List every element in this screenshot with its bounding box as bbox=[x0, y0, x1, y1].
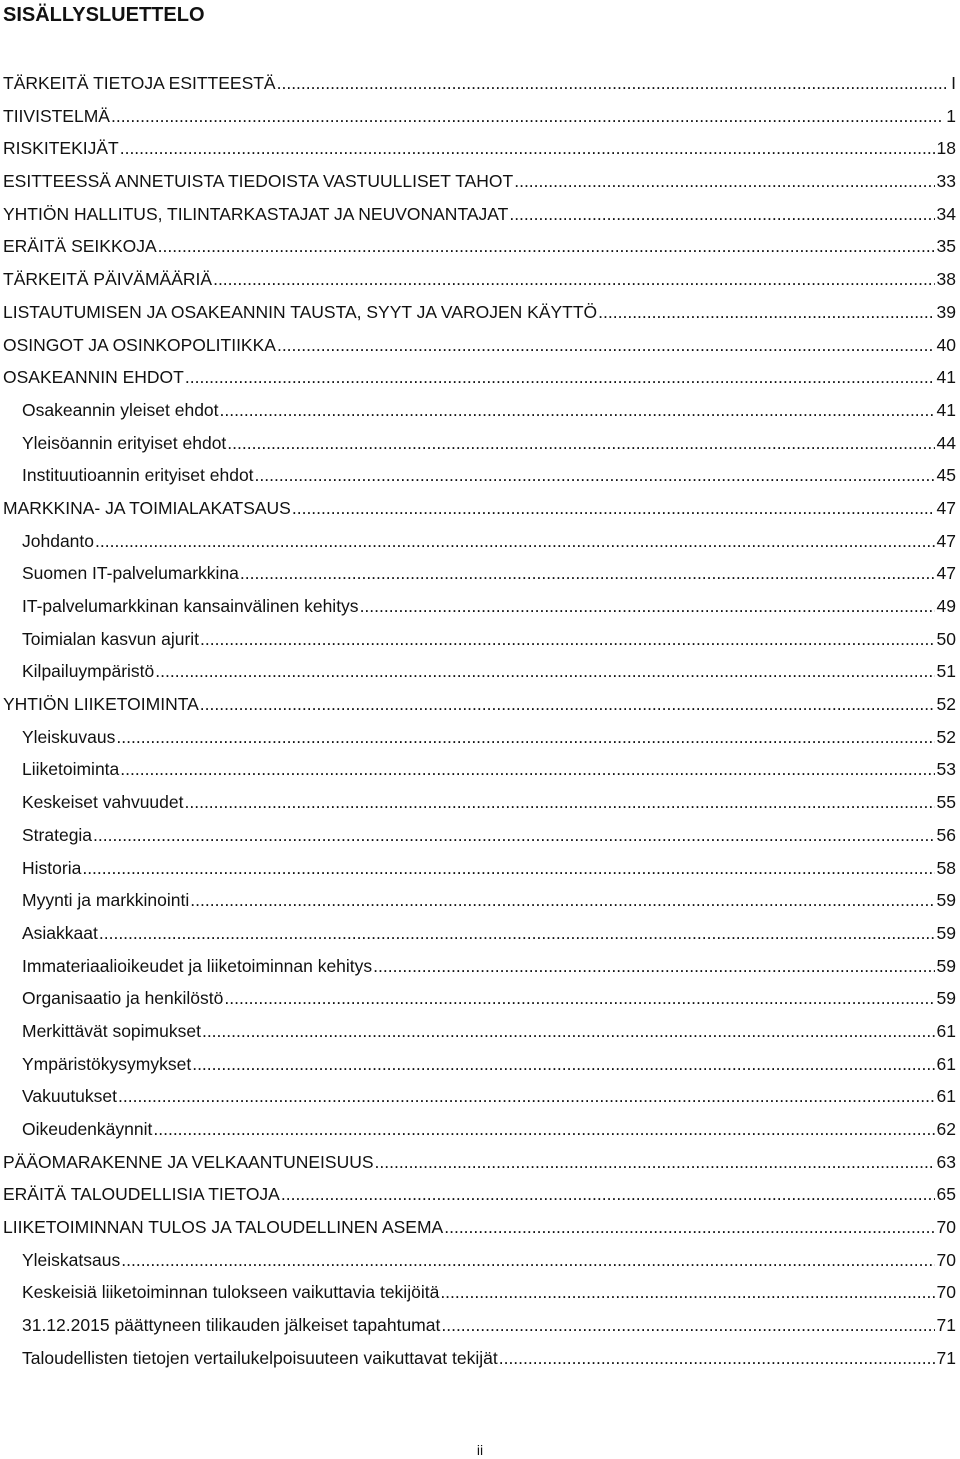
toc-entry-page: 47 bbox=[936, 563, 956, 584]
toc-dot-leader bbox=[202, 1018, 935, 1044]
toc-entry-title: ERÄITÄ TALOUDELLISIA TIETOJA bbox=[3, 1184, 280, 1205]
toc-entry-page: 52 bbox=[936, 726, 956, 747]
toc-entry[interactable] bbox=[3, 299, 956, 332]
toc-subentry[interactable] bbox=[3, 1116, 956, 1149]
toc-entry-page: 52 bbox=[936, 694, 956, 715]
toc-entry-title: Historia bbox=[22, 857, 82, 878]
toc-entry-title: Taloudellisten tietojen vertailukelpoisuuteen vaikuttavat tekijät bbox=[22, 1347, 498, 1368]
toc-entry-page: 41 bbox=[936, 367, 956, 388]
toc-entry-page: 61 bbox=[936, 1020, 956, 1041]
toc-entry-page: 38 bbox=[936, 269, 956, 290]
toc-entry-title: Keskeisiä liiketoiminnan tulokseen vaikuttavia tekijöitä bbox=[22, 1282, 440, 1303]
toc-entry-title: Yleiskatsaus bbox=[22, 1249, 121, 1270]
toc-entry-page: 34 bbox=[936, 203, 956, 224]
toc-entry[interactable] bbox=[3, 233, 956, 266]
toc-entry-title: ESITTEESSÄ ANNETUISTA TIEDOISTA VASTUULLISET TAHOT bbox=[3, 171, 514, 192]
toc-entry-title: Kilpailuympäristö bbox=[22, 661, 155, 682]
toc-entry[interactable] bbox=[3, 1214, 956, 1247]
toc-entry[interactable] bbox=[3, 1181, 956, 1214]
toc-entry-page: 41 bbox=[936, 399, 956, 420]
toc-subentry[interactable] bbox=[3, 1083, 956, 1116]
toc-entry-page: 70 bbox=[936, 1249, 956, 1270]
toc-dot-leader bbox=[441, 1312, 934, 1338]
toc-dot-leader bbox=[360, 593, 935, 619]
toc-entry[interactable] bbox=[3, 691, 956, 724]
toc-dot-leader bbox=[277, 332, 935, 358]
toc-entry-page: 59 bbox=[936, 988, 956, 1009]
toc-entry-page: 33 bbox=[936, 171, 956, 192]
toc-entry-page: 58 bbox=[936, 857, 956, 878]
toc-dot-leader bbox=[224, 985, 934, 1011]
toc-subentry[interactable] bbox=[3, 822, 956, 855]
toc-entry-page: 50 bbox=[936, 628, 956, 649]
toc-dot-leader bbox=[200, 691, 935, 717]
toc-entry-title: PÄÄOMARAKENNE JA VELKAANTUNEISUUS bbox=[3, 1151, 374, 1172]
toc-entry-title: Myynti ja markkinointi bbox=[22, 890, 190, 911]
table-of-contents bbox=[3, 70, 956, 1378]
toc-entry[interactable] bbox=[3, 201, 956, 234]
toc-dot-leader bbox=[192, 1051, 934, 1077]
toc-entry-page: 70 bbox=[936, 1282, 956, 1303]
toc-dot-leader bbox=[509, 201, 934, 227]
toc-entry-title: Oikeudenkäynnit bbox=[22, 1119, 153, 1139]
toc-subentry[interactable] bbox=[3, 430, 956, 463]
toc-dot-leader bbox=[121, 1247, 934, 1273]
toc-dot-leader bbox=[444, 1214, 934, 1240]
toc-entry-title: OSINGOT JA OSINKOPOLITIIKKA bbox=[3, 334, 276, 355]
toc-subentry[interactable] bbox=[3, 1312, 956, 1345]
page-number: ii bbox=[476, 1442, 484, 1458]
toc-entry-page: 59 bbox=[936, 922, 956, 943]
toc-entry-title: MARKKINA- JA TOIMIALAKATSAUS bbox=[3, 497, 291, 518]
toc-entry-title: Immateriaalioikeudet ja liiketoiminnan kehitys bbox=[22, 955, 373, 976]
toc-subentry[interactable] bbox=[3, 658, 956, 691]
toc-dot-leader bbox=[158, 233, 935, 259]
toc-entry-title: Toimialan kasvun ajurit bbox=[22, 628, 200, 649]
toc-entry[interactable] bbox=[3, 103, 956, 136]
toc-entry-title: Merkittävät sopimukset bbox=[22, 1020, 201, 1041]
toc-dot-leader bbox=[281, 1181, 935, 1207]
toc-entry-title: Ympäristökysymykset bbox=[22, 1053, 192, 1074]
toc-entry[interactable] bbox=[3, 168, 956, 201]
toc-entry-page: 71 bbox=[936, 1347, 956, 1368]
toc-entry-title: RISKITEKIJÄT bbox=[3, 138, 119, 159]
toc-entry-page: 1 bbox=[946, 105, 956, 126]
toc-entry-page: 70 bbox=[936, 1217, 956, 1238]
toc-entry-title: TIIVISTELMÄ bbox=[3, 105, 110, 126]
toc-entry-page: 56 bbox=[936, 824, 956, 845]
toc-entry[interactable] bbox=[3, 266, 956, 299]
toc-subentry[interactable] bbox=[3, 626, 956, 659]
toc-entry-page: 39 bbox=[936, 301, 956, 322]
toc-entry-page: 59 bbox=[936, 955, 956, 976]
toc-subentry[interactable] bbox=[3, 528, 956, 561]
toc-dot-leader bbox=[185, 789, 935, 815]
toc-entry[interactable] bbox=[3, 332, 956, 365]
toc-dot-leader bbox=[95, 528, 935, 554]
toc-dot-leader bbox=[82, 855, 934, 881]
toc-dot-leader bbox=[153, 1116, 934, 1142]
toc-entry-title: YHTIÖN LIIKETOIMINTA bbox=[3, 694, 199, 715]
toc-dot-leader bbox=[155, 658, 934, 684]
toc-entry-title: Keskeiset vahvuudet bbox=[22, 792, 184, 813]
toc-entry-page: 63 bbox=[936, 1151, 956, 1172]
toc-entry-title: Liiketoiminta bbox=[22, 759, 120, 780]
toc-subentry[interactable] bbox=[3, 985, 956, 1018]
toc-dot-leader bbox=[373, 953, 934, 979]
toc-dot-leader bbox=[116, 724, 934, 750]
toc-entry-title: TÄRKEITÄ TIETOJA ESITTEESTÄ bbox=[3, 73, 276, 93]
toc-entry-page: 40 bbox=[936, 334, 956, 355]
toc-subentry[interactable] bbox=[3, 953, 956, 986]
toc-dot-leader bbox=[220, 397, 935, 423]
toc-entry-page: 49 bbox=[936, 596, 956, 616]
toc-entry-page: 59 bbox=[936, 890, 956, 911]
toc-entry[interactable] bbox=[3, 1149, 956, 1182]
toc-subentry[interactable] bbox=[3, 789, 956, 822]
toc-entry-page: 51 bbox=[936, 661, 956, 682]
toc-entry-page: 61 bbox=[936, 1086, 956, 1107]
toc-entry-page: 61 bbox=[936, 1053, 956, 1074]
toc-subentry[interactable] bbox=[3, 724, 956, 757]
toc-subentry[interactable] bbox=[3, 920, 956, 953]
toc-entry-page: 65 bbox=[936, 1184, 956, 1205]
toc-dot-leader bbox=[185, 364, 935, 390]
toc-entry-page: 45 bbox=[936, 465, 956, 486]
toc-entry[interactable] bbox=[3, 70, 956, 103]
toc-dot-leader bbox=[240, 560, 935, 586]
toc-entry-page: 47 bbox=[936, 497, 956, 518]
toc-dot-leader bbox=[598, 299, 934, 325]
toc-entry-title: Vakuutukset bbox=[22, 1086, 118, 1107]
toc-entry-title: LISTAUTUMISEN JA OSAKEANNIN TAUSTA, SYYT JA VAROJEN KÄYTTÖ bbox=[3, 301, 598, 322]
toc-dot-leader bbox=[118, 1083, 935, 1109]
toc-dot-leader bbox=[292, 495, 935, 521]
toc-dot-leader bbox=[93, 822, 934, 848]
toc-entry-title: OSAKEANNIN EHDOT bbox=[3, 367, 184, 388]
toc-dot-leader bbox=[120, 135, 935, 161]
toc-dot-leader bbox=[227, 430, 934, 456]
toc-dot-leader bbox=[200, 626, 935, 652]
toc-entry-title: TÄRKEITÄ PÄIVÄMÄÄRIÄ bbox=[3, 269, 213, 290]
toc-heading: SISÄLLYSLUETTELO bbox=[3, 4, 205, 26]
toc-entry-page: 18 bbox=[936, 138, 956, 159]
toc-dot-leader bbox=[213, 266, 934, 292]
toc-subentry[interactable] bbox=[3, 1051, 956, 1084]
toc-subentry[interactable] bbox=[3, 1018, 956, 1051]
toc-entry-page: 71 bbox=[936, 1315, 956, 1336]
toc-entry-title: Yleisöannin erityiset ehdot bbox=[22, 432, 227, 453]
toc-subentry[interactable] bbox=[3, 560, 956, 593]
toc-subentry[interactable] bbox=[3, 855, 956, 888]
toc-entry-title: 31.12.2015 päättyneen tilikauden jälkeiset tapahtumat bbox=[22, 1315, 441, 1336]
toc-dot-leader bbox=[440, 1279, 934, 1305]
toc-entry-page: 53 bbox=[936, 759, 956, 780]
toc-dot-leader bbox=[514, 168, 934, 194]
toc-entry[interactable] bbox=[3, 364, 956, 397]
toc-entry-page: I bbox=[951, 73, 956, 93]
toc-entry-title: IT-palvelumarkkinan kansainvälinen kehitys bbox=[22, 596, 359, 616]
toc-dot-leader bbox=[120, 756, 934, 782]
toc-dot-leader bbox=[99, 920, 935, 946]
toc-entry-title: Instituutioannin erityiset ehdot bbox=[22, 465, 254, 486]
toc-dot-leader bbox=[190, 887, 934, 913]
toc-dot-leader bbox=[375, 1149, 935, 1175]
toc-entry-page: 62 bbox=[936, 1119, 956, 1139]
toc-entry[interactable] bbox=[3, 135, 956, 168]
toc-entry-title: LIIKETOIMINNAN TULOS JA TALOUDELLINEN ASEMA bbox=[3, 1217, 444, 1238]
toc-entry-page: 35 bbox=[936, 236, 956, 257]
toc-entry-page: 44 bbox=[936, 432, 956, 453]
toc-dot-leader bbox=[255, 462, 935, 488]
toc-subentry[interactable] bbox=[3, 887, 956, 920]
toc-subentry[interactable] bbox=[3, 756, 956, 789]
toc-subentry[interactable] bbox=[3, 1345, 956, 1378]
toc-subentry[interactable] bbox=[3, 397, 956, 430]
toc-entry-title: Johdanto bbox=[22, 530, 95, 551]
toc-subentry[interactable] bbox=[3, 462, 956, 495]
toc-subentry[interactable] bbox=[3, 593, 956, 626]
toc-entry-title: Suomen IT-palvelumarkkina bbox=[22, 563, 239, 584]
toc-entry[interactable] bbox=[3, 495, 956, 528]
toc-entry-title: Strategia bbox=[22, 824, 93, 845]
toc-entry-page: 47 bbox=[936, 530, 956, 551]
toc-subentry[interactable] bbox=[3, 1247, 956, 1280]
toc-dot-leader bbox=[277, 70, 950, 96]
toc-entry-title: Asiakkaat bbox=[22, 922, 98, 943]
toc-entry-title: Organisaatio ja henkilöstö bbox=[22, 988, 224, 1009]
toc-entry-title: Osakeannin yleiset ehdot bbox=[22, 399, 219, 420]
toc-dot-leader bbox=[499, 1345, 935, 1371]
toc-entry-title: ERÄITÄ SEIKKOJA bbox=[3, 236, 157, 257]
toc-entry-title: Yleiskuvaus bbox=[22, 726, 116, 747]
toc-entry-title: YHTIÖN HALLITUS, TILINTARKASTAJAT JA NEUVONANTAJAT bbox=[3, 203, 509, 224]
toc-entry-page: 55 bbox=[936, 792, 956, 813]
toc-dot-leader bbox=[111, 103, 944, 129]
toc-subentry[interactable] bbox=[3, 1279, 956, 1312]
